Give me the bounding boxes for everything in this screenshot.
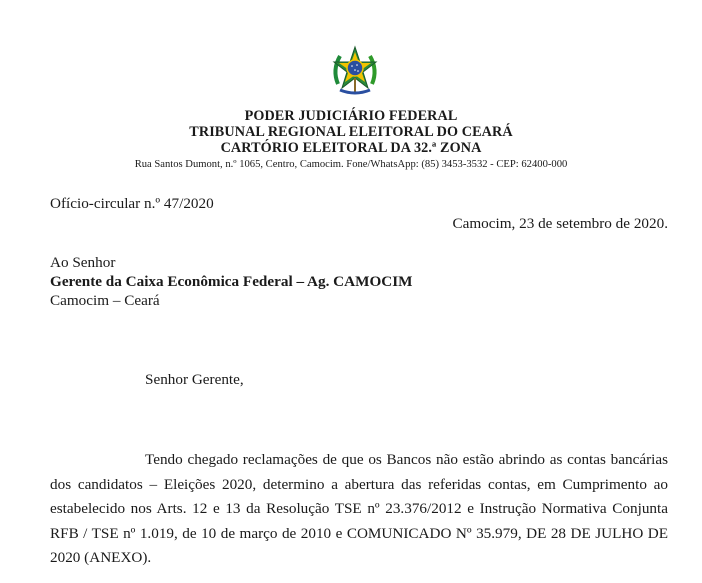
recipient-title: Gerente da Caixa Econômica Federal – Ag. CAMOCIM	[50, 273, 413, 290]
header-line-cartorio: CARTÓRIO ELEITORAL DA 32.ª ZONA	[220, 140, 482, 156]
letter-body-paragraph: Tendo chegado reclamações de que os Bancos não estão abrindo as contas bancárias dos candidatos – Eleições 2020, determino a abertura das referidas contas, em Cumprimento ao estabelecido nos Arts. 12 e 13 da Resolução TSE nº 23.376/2012 e Instrução Normativa Conjunta RFB / TSE nº 1.019, de 10 de março de 2010 e COMUNICADO Nº 35.979, DE 28 DE JULHO DE 2020 (ANEXO).	[50, 451, 668, 566]
header-line-tribunal: TRIBUNAL REGIONAL ELEITORAL DO CEARÁ	[189, 124, 513, 140]
recipient-location: Camocim – Ceará	[50, 292, 160, 309]
letter-date: Camocim, 23 de setembro de 2020.	[452, 215, 668, 232]
header-address: Rua Santos Dumont, n.º 1065, Centro, Camocim. Fone/WhatsApp: (85) 3453-3532 - CEP: 62400-000	[134, 159, 568, 170]
letter-reference: Ofício-circular n.º 47/2020	[50, 195, 214, 212]
coat-of-arms-seal	[328, 44, 382, 98]
header-line-judiciary: PODER JUDICIÁRIO FEDERAL	[244, 108, 458, 124]
recipient-salutation: Ao Senhor	[50, 254, 116, 271]
letter-greeting: Senhor Gerente,	[145, 371, 244, 388]
